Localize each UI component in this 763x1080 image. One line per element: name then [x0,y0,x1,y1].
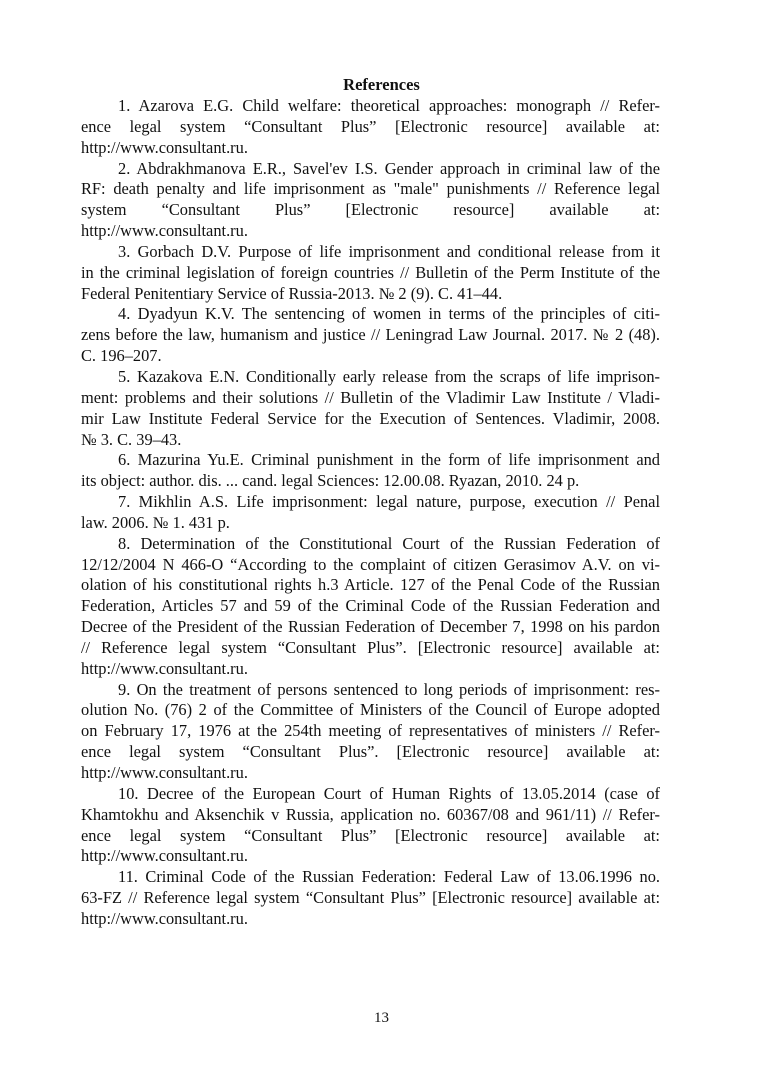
reference-item [81,96,660,159]
reference-item [81,367,660,450]
reference-item [81,784,660,867]
reference-line: 11. Criminal Code of the Russian Federation: Federal Law of 13.06.1996 no. [118,867,660,887]
reference-item [81,159,660,242]
reference-item [81,867,660,930]
reference-item [81,304,660,367]
reference-line: ment: problems and their solutions // Bulletin of the Vladimir Law Institute / Vladi- [81,387,660,407]
reference-line: olution No. (76) 2 of the Committee of Ministers of the Council of Europe adopted [81,700,660,720]
reference-line: http://www.consultant.ru. [81,137,248,157]
reference-line: RF: death penalty and life imprisonment as "male" punishments // Reference legal [81,179,660,199]
reference-line: 1. Azarova E.G. Child welfare: theoretical approaches: monograph // Refer- [118,96,660,115]
reference-line: Decree of the President of the Russian Federation of December 7, 1998 on his pardon [81,617,660,637]
reference-line: 8. Determination of the Constitutional Court of the Russian Federation of [118,533,660,553]
reference-line: Federal Penitentiary Service of Russia-2013. № 2 (9). C. 41–44. [81,283,503,303]
reference-line: zens before the law, humanism and justice // Leningrad Law Journal. 2017. № 2 (48). [81,325,660,345]
reference-item [81,534,660,680]
reference-line: system “Consultant Plus” [Electronic resource] available at: [81,200,660,220]
reference-line: 4. Dyadyun K.V. The sentencing of women in terms of the principles of citi- [118,304,660,324]
reference-line: 2. Abdrakhmanova E.R., Savel'ev I.S. Gender approach in criminal law of the [118,158,660,178]
reference-line: Federation, Articles 57 and 59 of the Criminal Code of the Russian Federation and [81,596,660,616]
reference-list [81,96,660,930]
reference-line: its object: author. dis. ... cand. legal Sciences: 12.00.08. Ryazan, 2010. 24 p. [81,471,580,491]
reference-line: ence legal system “Consultant Plus” [Electronic resource] available at: [81,116,660,136]
reference-line: 63-FZ // Reference legal system “Consultant Plus” [Electronic resource] available at: [81,888,660,908]
reference-line: mir Law Institute Federal Service for the Execution of Sentences. Vladimir, 2008. [81,408,660,428]
reference-line: ence legal system “Consultant Plus”. [Electronic resource] available at: [81,742,660,762]
reference-item [81,242,660,305]
reference-line: 7. Mikhlin A.S. Life imprisonment: legal nature, purpose, execution // Penal [118,492,660,512]
reference-line: 3. Gorbach D.V. Purpose of life imprisonment and conditional release from it [118,241,660,261]
reference-line: 10. Decree of the European Court of Human Rights of 13.05.2014 (case of [118,783,660,803]
reference-line: Khamtokhu and Aksenchik v Russia, application no. 60367/08 and 961/11) // Refer- [81,804,660,824]
reference-line: № 3. C. 39–43. [81,429,182,449]
reference-line: in the criminal legislation of foreign countries // Bulletin of the Perm Institute of the [81,262,660,282]
reference-item [81,492,660,534]
reference-line: 6. Mazurina Yu.E. Criminal punishment in the form of life imprisonment and [118,450,660,470]
reference-line: http://www.consultant.ru. [81,908,248,928]
reference-line: // Reference legal system “Consultant Plus”. [Electronic resource] available at: [81,637,660,657]
reference-line: olation of his constitutional rights h.3 Article. 127 of the Penal Code of the Russian [81,575,660,595]
reference-line: C. 196–207. [81,346,162,366]
reference-line: law. 2006. № 1. 431 p. [81,512,230,532]
reference-line: 9. On the treatment of persons sentenced to long periods of imprisonment: res- [118,679,660,699]
reference-item [81,680,660,784]
reference-line: on February 17, 1976 at the 254th meeting of representatives of ministers // Refer- [81,721,660,741]
reference-item [81,450,660,492]
reference-line: ence legal system “Consultant Plus” [Electronic resource] available at: [81,825,660,845]
reference-line: http://www.consultant.ru. [81,658,248,678]
reference-line: http://www.consultant.ru. [81,221,248,241]
references-heading: References [343,75,420,94]
reference-line: http://www.consultant.ru. [81,763,248,782]
reference-line: 5. Kazakova E.N. Conditionally early release from the scraps of life imprison- [118,366,660,386]
reference-line: 12/12/2004 N 466-O “According to the complaint of citizen Gerasimov A.V. on vi- [81,554,660,574]
reference-line: http://www.consultant.ru. [81,846,248,866]
page-number: 13 [374,1010,389,1026]
